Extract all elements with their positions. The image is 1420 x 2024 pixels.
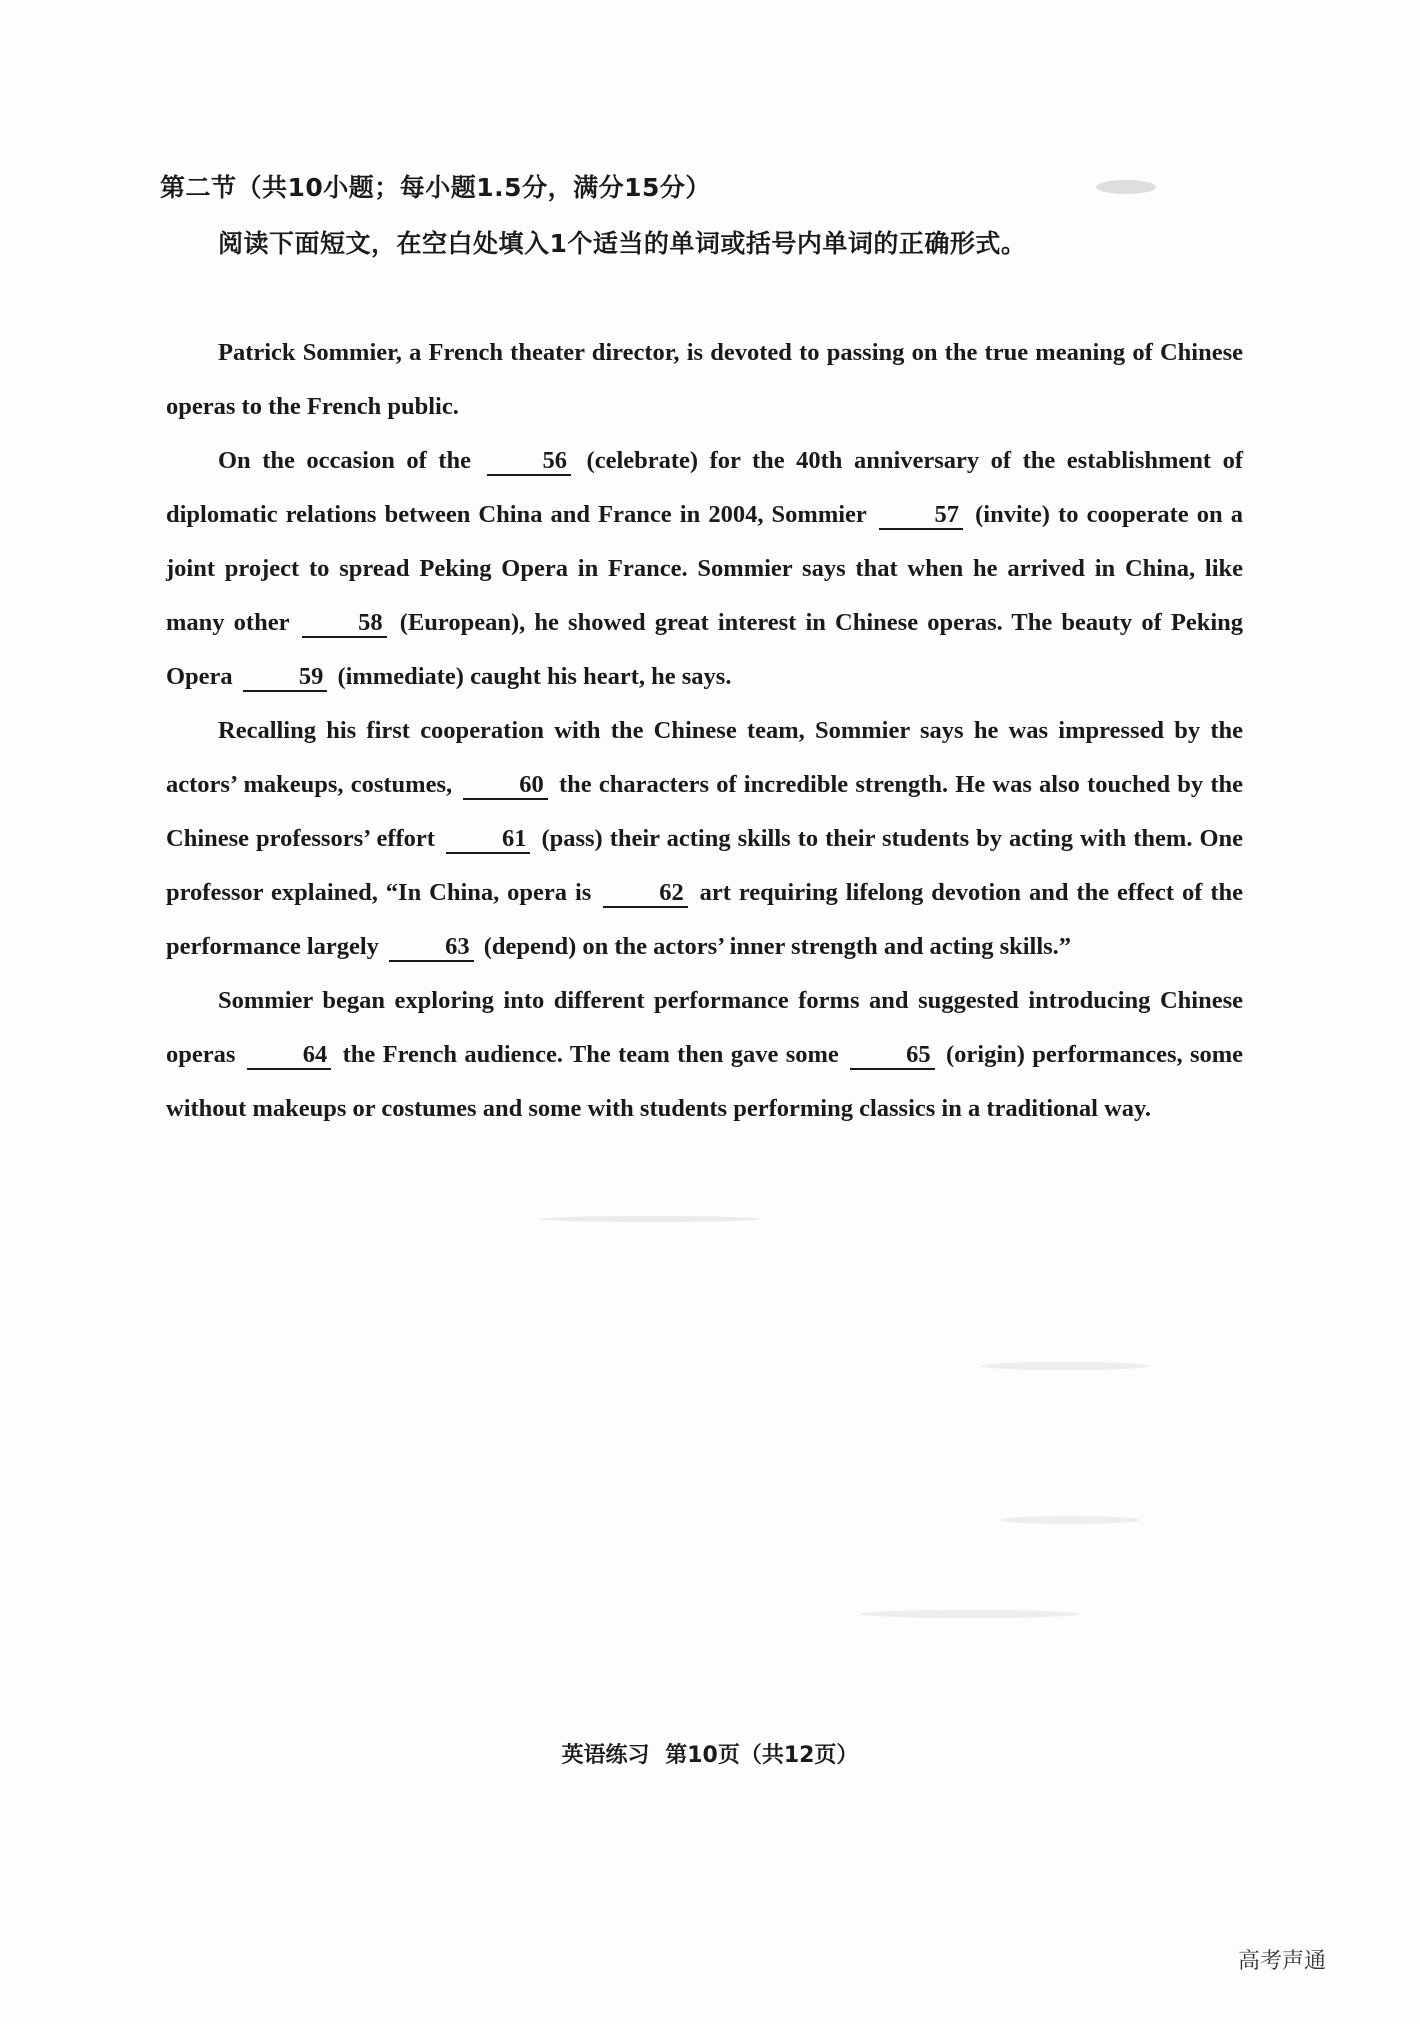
section-header: 第二节（共10小题；每小题1.5分，满分15分）	[160, 173, 711, 202]
passage	[166, 326, 1243, 1136]
instruction: 阅读下面短文，在空白处填入1个适当的单词或括号内单词的正确形式。	[218, 229, 1027, 258]
paragraph-text: (celebrate) for the 40th anniversary of the establishment of diplomatic relations between China and France in 2004, Sommier	[166, 447, 1244, 528]
blank-65[interactable]: 65	[850, 1042, 935, 1070]
blank-62[interactable]: 62	[603, 880, 688, 908]
paragraph-text: (European), he showed great interest in Chinese operas. The beauty of Peking Opera	[166, 609, 1244, 690]
paragraph-text: (origin) performances, some without makeups or costumes and some with students performing classics in a traditional way.	[166, 1041, 1244, 1122]
bleed-through-mark	[980, 1362, 1150, 1370]
blank-63[interactable]: 63	[389, 934, 474, 962]
paragraph-text: the French audience. The team then gave some	[342, 1041, 839, 1068]
blank-61[interactable]: 61	[446, 826, 531, 854]
blank-60[interactable]: 60	[463, 772, 548, 800]
page-footer: 英语练习 第10页（共12页）	[561, 1743, 859, 1768]
paragraph-text: (immediate) caught his heart, he says.	[337, 663, 732, 690]
paragraph-1-text: Patrick Sommier, a French theater director, is devoted to passing on the true meaning of Chinese operas to the French public.	[166, 339, 1243, 420]
paragraph-text: On the occasion of the	[218, 447, 471, 474]
blank-59[interactable]: 59	[243, 664, 328, 692]
paragraph-text: (pass) their acting skills to their students by acting with them. One professor explained, “In China, opera is	[166, 825, 1244, 906]
paragraph-1	[166, 326, 1243, 434]
watermark: 高考声通	[1238, 1949, 1327, 1974]
blank-57[interactable]: 57	[879, 502, 964, 530]
paragraph-3	[166, 704, 1243, 974]
paragraph-2	[166, 434, 1243, 704]
blank-64[interactable]: 64	[247, 1042, 332, 1070]
paragraph-text: the characters of incredible strength. He was also touched by the Chinese professors’ effort	[166, 771, 1244, 852]
paragraph-text: (depend) on the actors’ inner strength and acting skills.”	[483, 933, 1072, 960]
blank-58[interactable]: 58	[302, 610, 387, 638]
paragraph-text: art requiring lifelong devotion and the effect of the performance largely	[166, 879, 1243, 960]
paragraph-text: Recalling his first cooperation with the Chinese team, Sommier says he was impressed by the actors’ makeups, costumes,	[166, 717, 1243, 798]
paragraph-text: (invite) to cooperate on a joint project to spread Peking Opera in France. Sommier says that when he arrived in China, like many other	[166, 501, 1244, 636]
bleed-through-mark	[540, 1216, 760, 1222]
paragraph-text: Sommier began exploring into different performance forms and suggested introducing Chinese operas	[166, 987, 1243, 1068]
bleed-through-mark	[1096, 180, 1156, 194]
bleed-through-mark	[860, 1610, 1080, 1618]
bleed-through-mark	[1000, 1516, 1140, 1524]
blank-56[interactable]: 56	[487, 448, 572, 476]
paragraph-4	[166, 974, 1243, 1136]
